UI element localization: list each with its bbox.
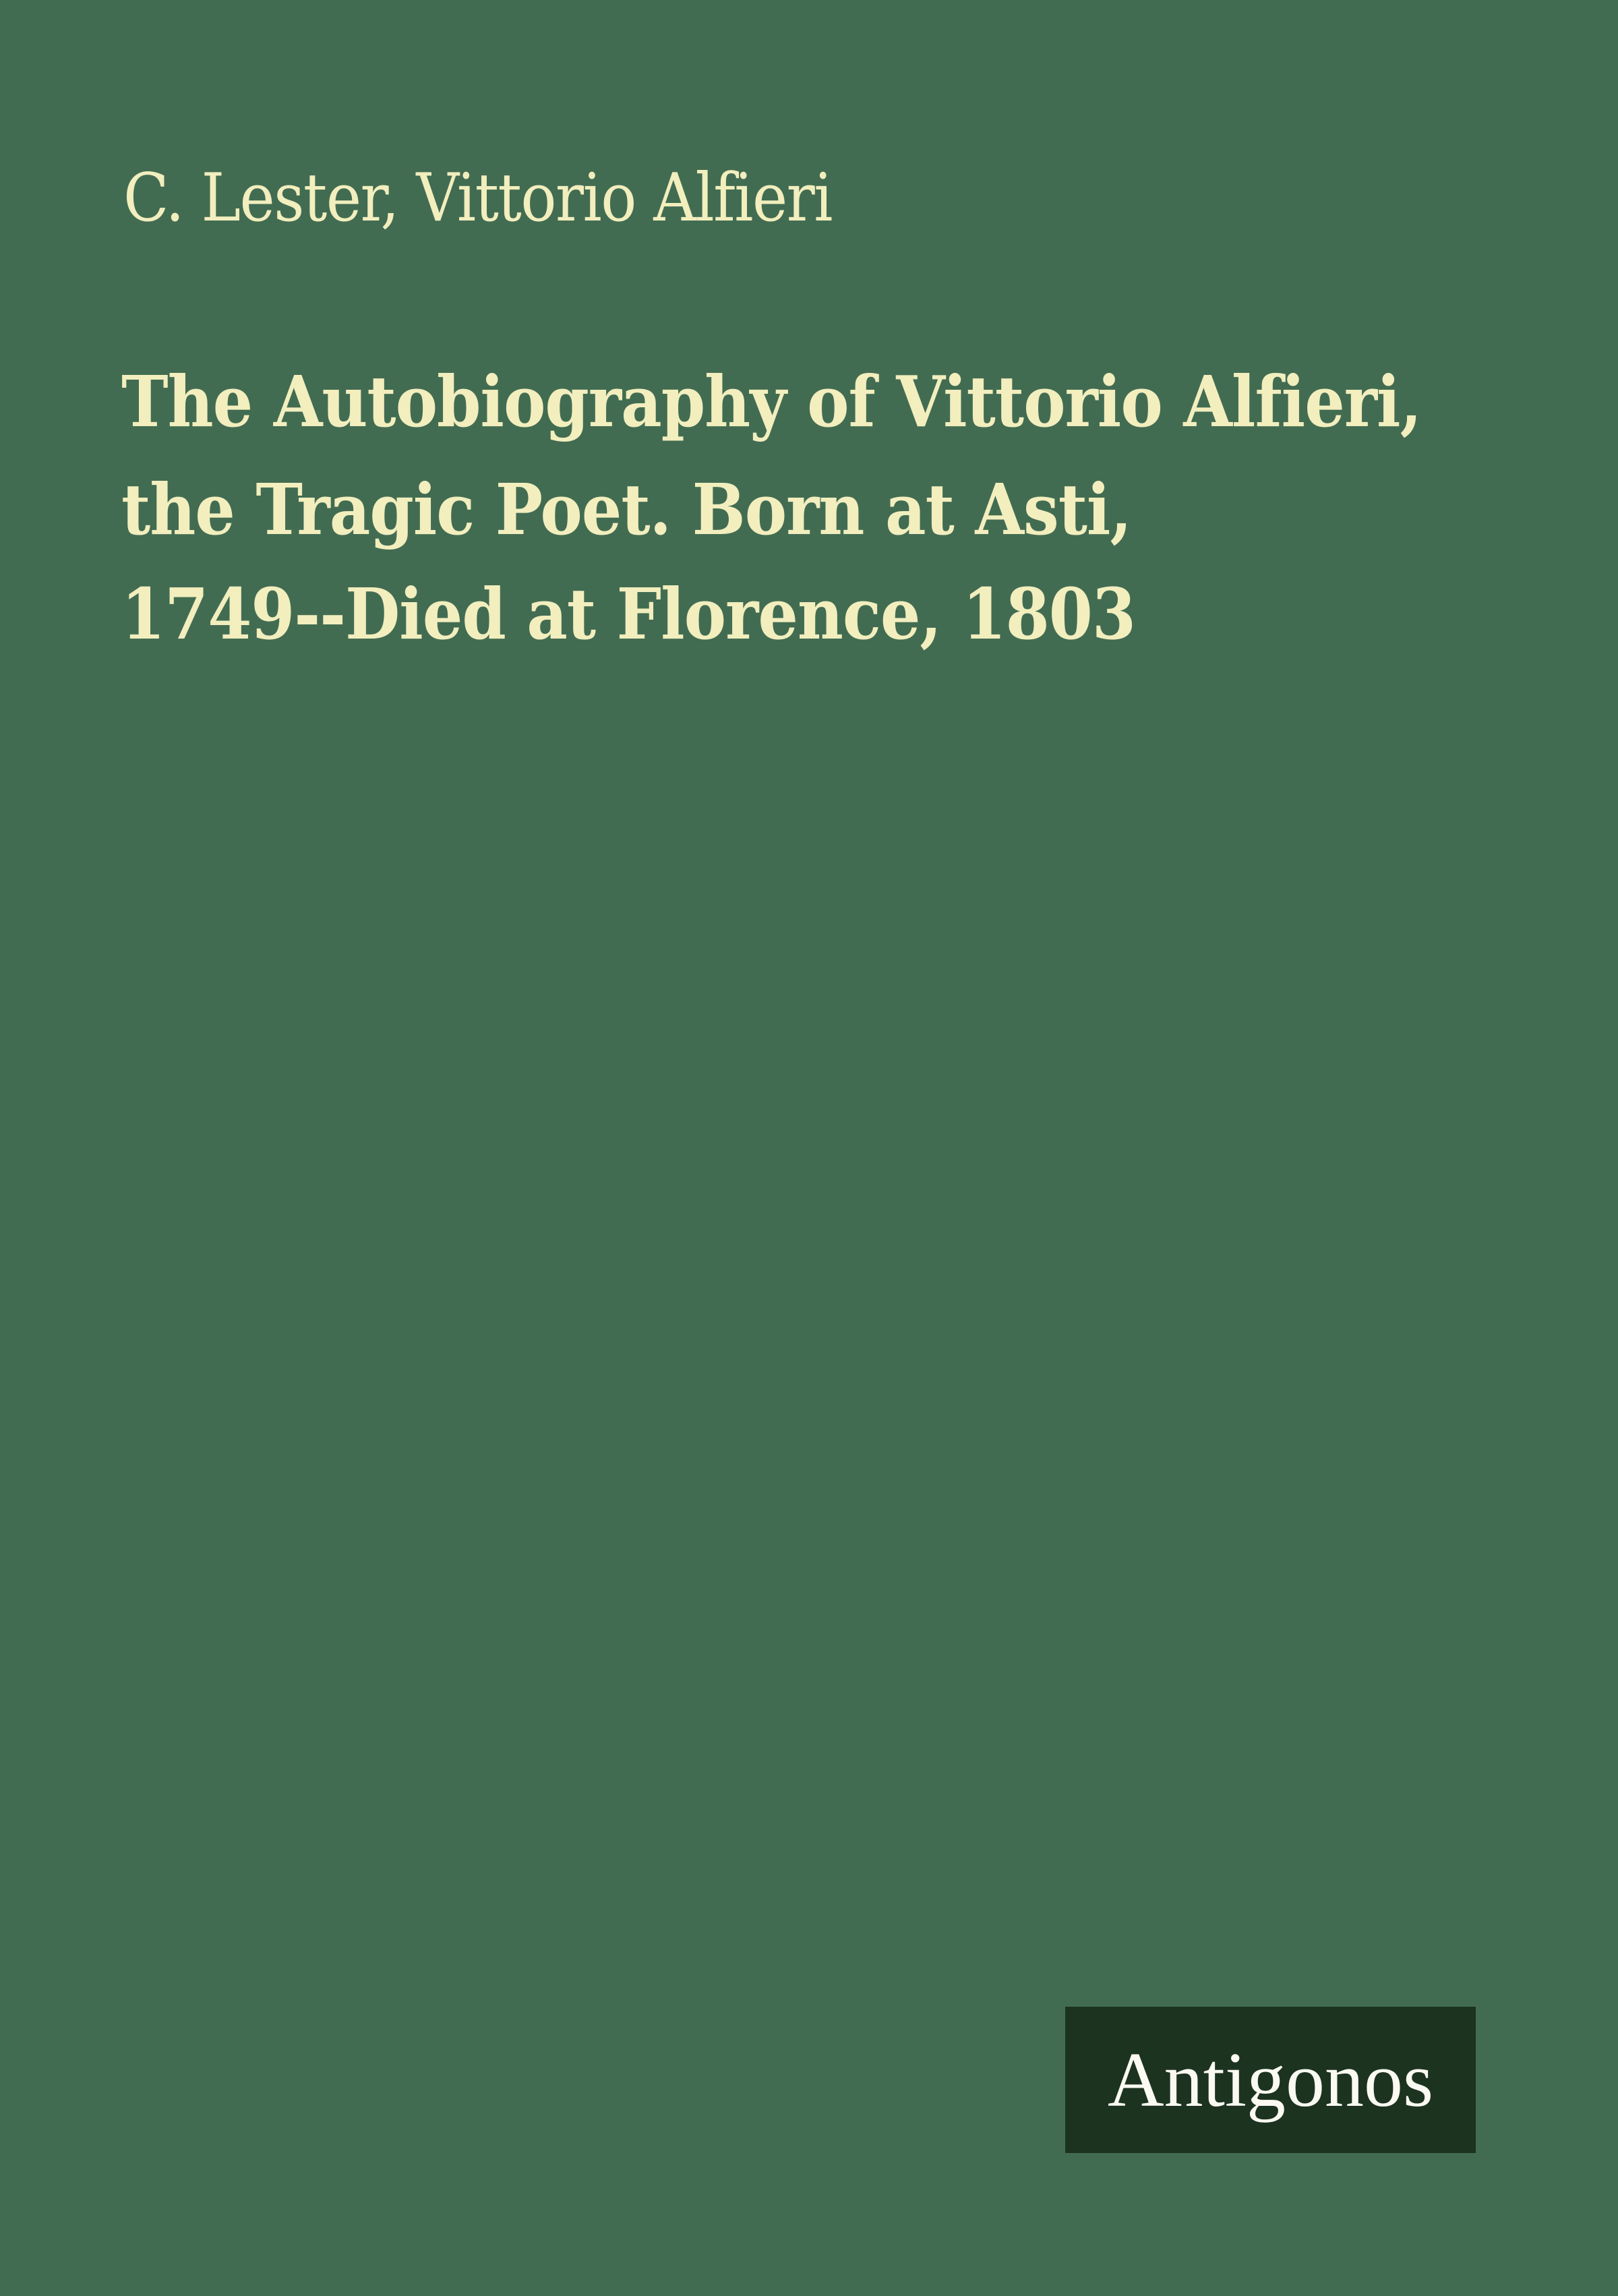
publisher-logo <box>1065 2007 1476 2153</box>
title-line-1: The Autobiography of Vittorio Alfieri, <box>121 360 1422 443</box>
author-line: C. Lester, Vittorio Alfieri <box>123 160 832 237</box>
title-line-2: the Tragic Poet. Born at Asti, <box>121 468 1132 551</box>
publisher-name: Antigonos <box>1107 2036 1434 2123</box>
title-line-3: 1749--Died at Florence, 1803 <box>121 572 1135 655</box>
